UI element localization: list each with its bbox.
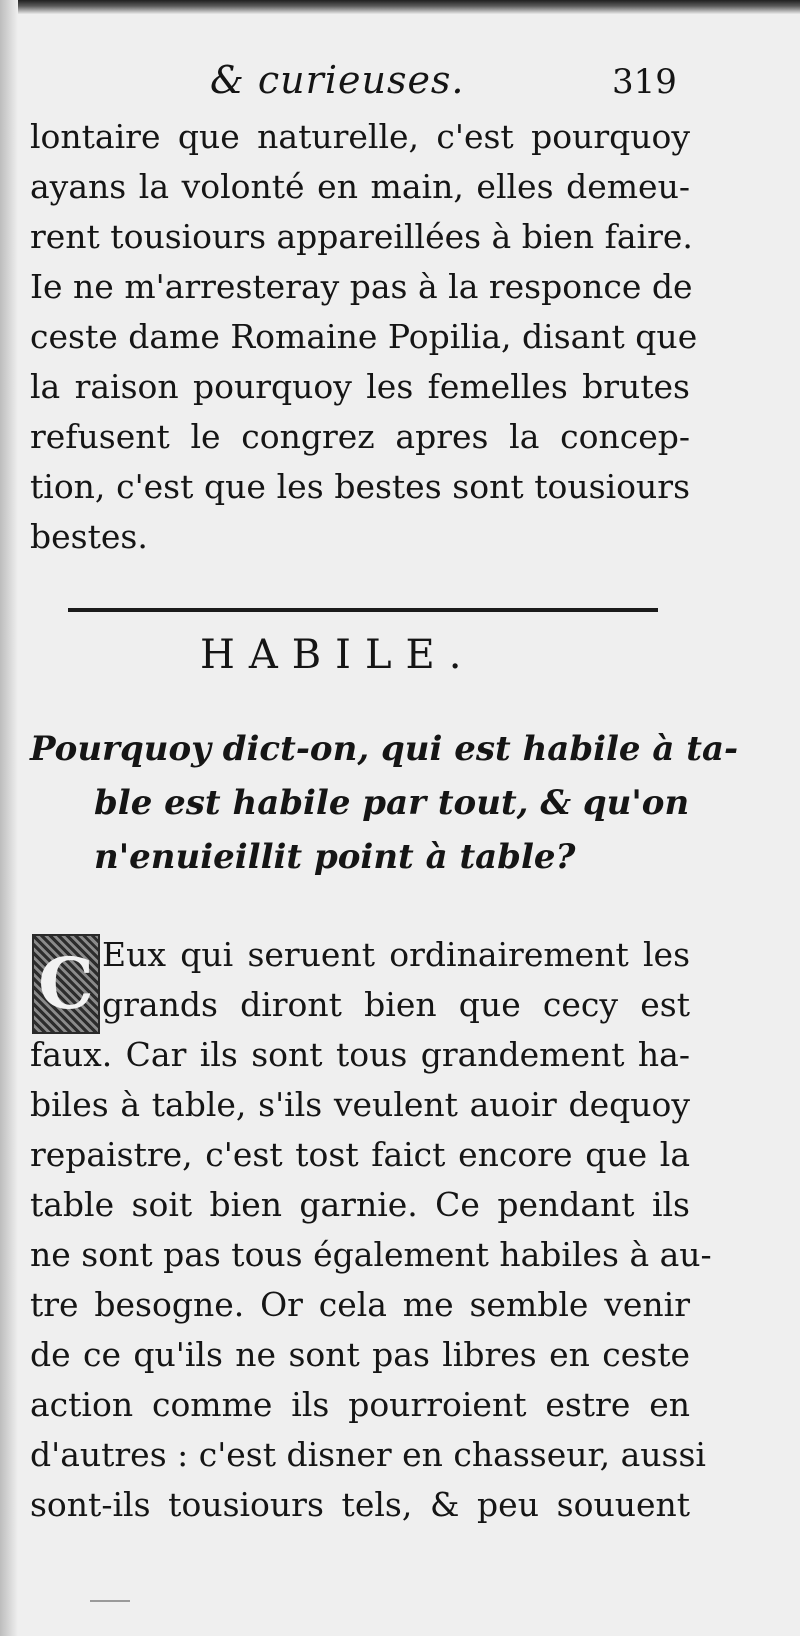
section-question [30,722,739,884]
page-number: 319 [612,62,677,102]
text-line: bestes. [30,517,148,556]
text-line: repaistre, c'est tost faict encore que la [30,1135,690,1174]
text-line: Ie ne m'arresteray pas à la responce de [30,267,693,306]
page-gutter-shadow [0,0,18,1636]
text-line: refusent le congrez apres la concep- [30,417,690,456]
text-line: grands diront bien que cecy est [102,985,690,1024]
text-line: d'autres : c'est disner en chasseur, aussi [30,1435,706,1474]
question-line: Pourquoy dict-on, qui est habile à ta- [30,729,739,769]
text-line: ne sont pas tous également habiles à au- [30,1235,712,1274]
text-line: lontaire que naturelle, c'est pourquoy [30,117,690,156]
text-line: table soit bien garnie. Ce pendant ils [30,1185,690,1224]
text-line: faux. Car ils sont tous grandement ha- [30,1035,690,1074]
text-line: sont-ils tousiours tels, & peu souuent [30,1485,690,1524]
question-line: n'enuieillit point à table? [94,837,576,877]
decorated-initial-letter: C [32,934,100,1034]
text-line: Eux qui seruent ordinairement les [102,935,690,974]
section-heading: HABILE. [200,632,476,678]
text-line: ayans la volonté en main, elles demeu- [30,167,690,206]
text-line: action comme ils pourroient estre en [30,1385,690,1424]
text-line: biles à table, s'ils veulent auoir dequoy [30,1085,690,1124]
paragraph-continued [30,112,698,562]
question-line: ble est habile par tout, & qu'on [94,783,690,823]
running-head: & curieuses. [210,58,465,102]
page-header [0,58,800,118]
page-bottom-mark [90,1600,130,1602]
text-line: tre besogne. Or cela me semble venir [30,1285,690,1324]
text-line: ceste dame Romaine Popilia, disant que [30,317,698,356]
page-top-edge [0,0,800,14]
text-line: la raison pourquoy les femelles brutes [30,367,690,406]
paragraph-answer [30,930,712,1530]
text-line: tion, c'est que les bestes sont tousiours [30,467,690,506]
section-divider-rule [68,608,658,612]
text-line: rent tousiours appareillées à bien faire. [30,217,693,256]
text-line: de ce qu'ils ne sont pas libres en ceste [30,1335,690,1374]
